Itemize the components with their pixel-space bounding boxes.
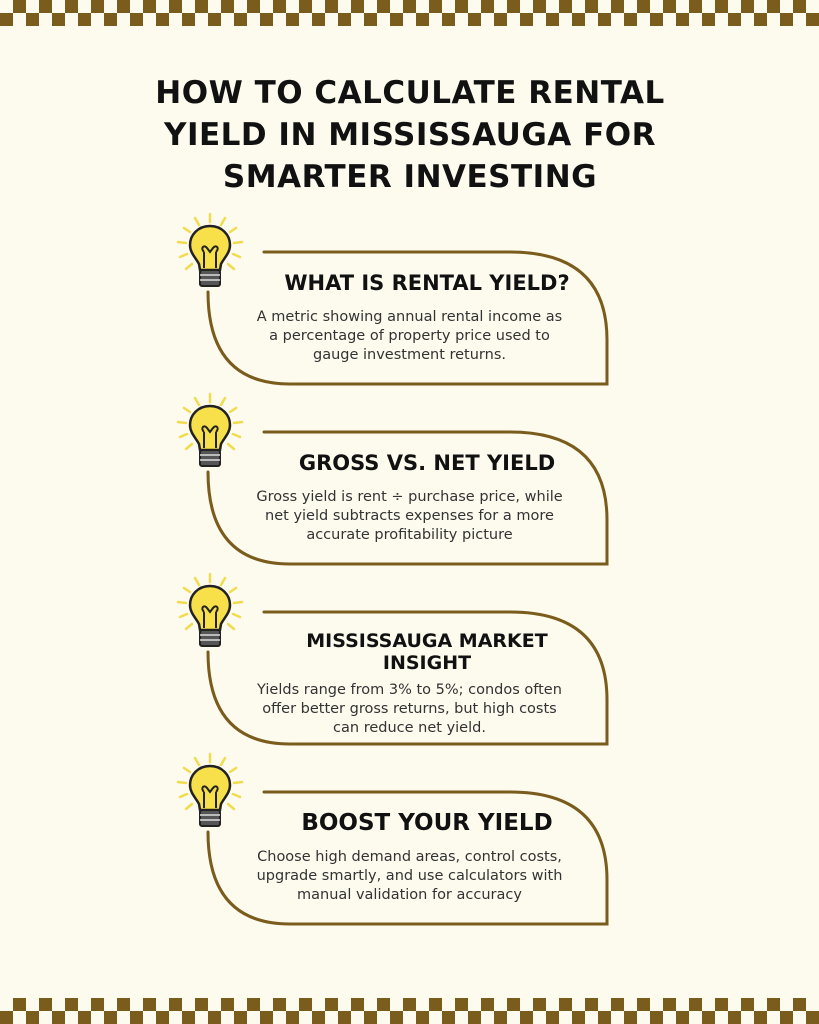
step-arc — [0, 752, 819, 932]
lightbulb-icon — [170, 392, 250, 472]
step-arc — [0, 212, 819, 392]
step-description: Gross yield is rent ÷ purchase price, while net yield subtracts expenses for a more accurate profitability picture — [256, 489, 563, 543]
page-title: HOW TO CALCULATE RENTAL YIELD IN MISSISSAUGA FOR SMARTER INVESTING — [155, 75, 665, 195]
step-card — [0, 572, 819, 752]
step-description: Choose high demand areas, control costs, upgrade smartly, and use calculators with manual validation for accuracy — [256, 849, 563, 903]
lightbulb-icon — [170, 572, 250, 652]
step-title: BOOST YOUR YIELD — [301, 810, 553, 836]
step-card — [0, 392, 819, 572]
step-card — [0, 752, 819, 932]
step-arc — [0, 392, 819, 572]
checker-border-bottom — [0, 998, 819, 1024]
step-card — [0, 212, 819, 392]
checker-border-top — [0, 0, 819, 26]
step-title: MISSISSAUGA MARKET INSIGHT — [306, 630, 548, 674]
step-description: A metric showing annual rental income as a percentage of property price used to gauge investment returns. — [256, 309, 563, 363]
step-title: WHAT IS RENTAL YIELD? — [284, 271, 570, 295]
step-title: GROSS VS. NET YIELD — [298, 451, 556, 475]
lightbulb-icon — [170, 212, 250, 292]
step-description: Yields range from 3% to 5%; condos often offer better gross returns, but high costs can reduce net yield. — [257, 682, 562, 736]
lightbulb-icon — [170, 752, 250, 832]
